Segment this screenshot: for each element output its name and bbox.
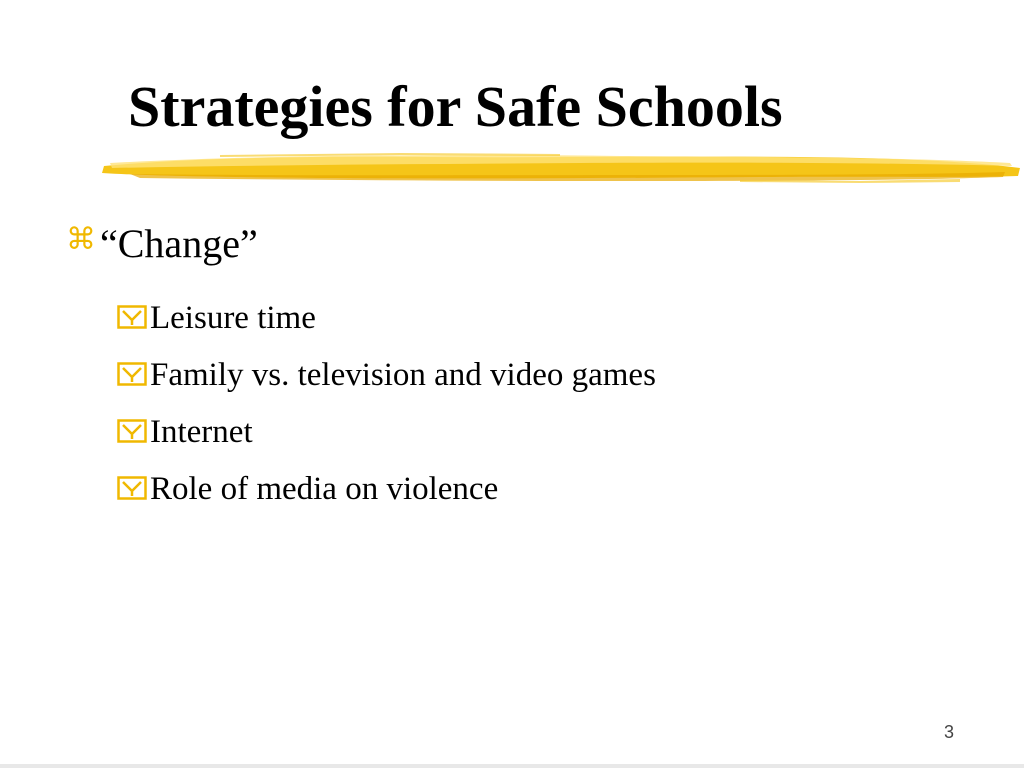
main-bullet	[66, 221, 258, 266]
sub-bullet-item	[117, 461, 656, 518]
checkbox-y-icon	[117, 476, 147, 500]
sub-bullet-item	[117, 290, 656, 347]
slide-title: Strategies for Safe Schools	[128, 74, 783, 139]
sub-bullet-list	[117, 290, 656, 518]
sub-bullet-item	[117, 404, 656, 461]
main-bullet-text: “Change”	[100, 221, 258, 266]
command-key-icon: ⌘	[66, 222, 96, 257]
page-number: 3	[944, 722, 955, 742]
brush-stroke-underline	[100, 146, 1024, 190]
sub-bullet-text: Internet	[150, 414, 253, 450]
checkbox-y-icon	[117, 362, 147, 386]
bottom-divider	[0, 764, 1024, 768]
sub-bullet-text: Role of media on violence	[150, 471, 499, 507]
sub-bullet-text: Leisure time	[150, 300, 316, 336]
sub-bullet-text: Family vs. television and video games	[150, 357, 656, 393]
checkbox-y-icon	[117, 305, 147, 329]
sub-bullet-item	[117, 347, 656, 404]
checkbox-y-icon	[117, 419, 147, 443]
